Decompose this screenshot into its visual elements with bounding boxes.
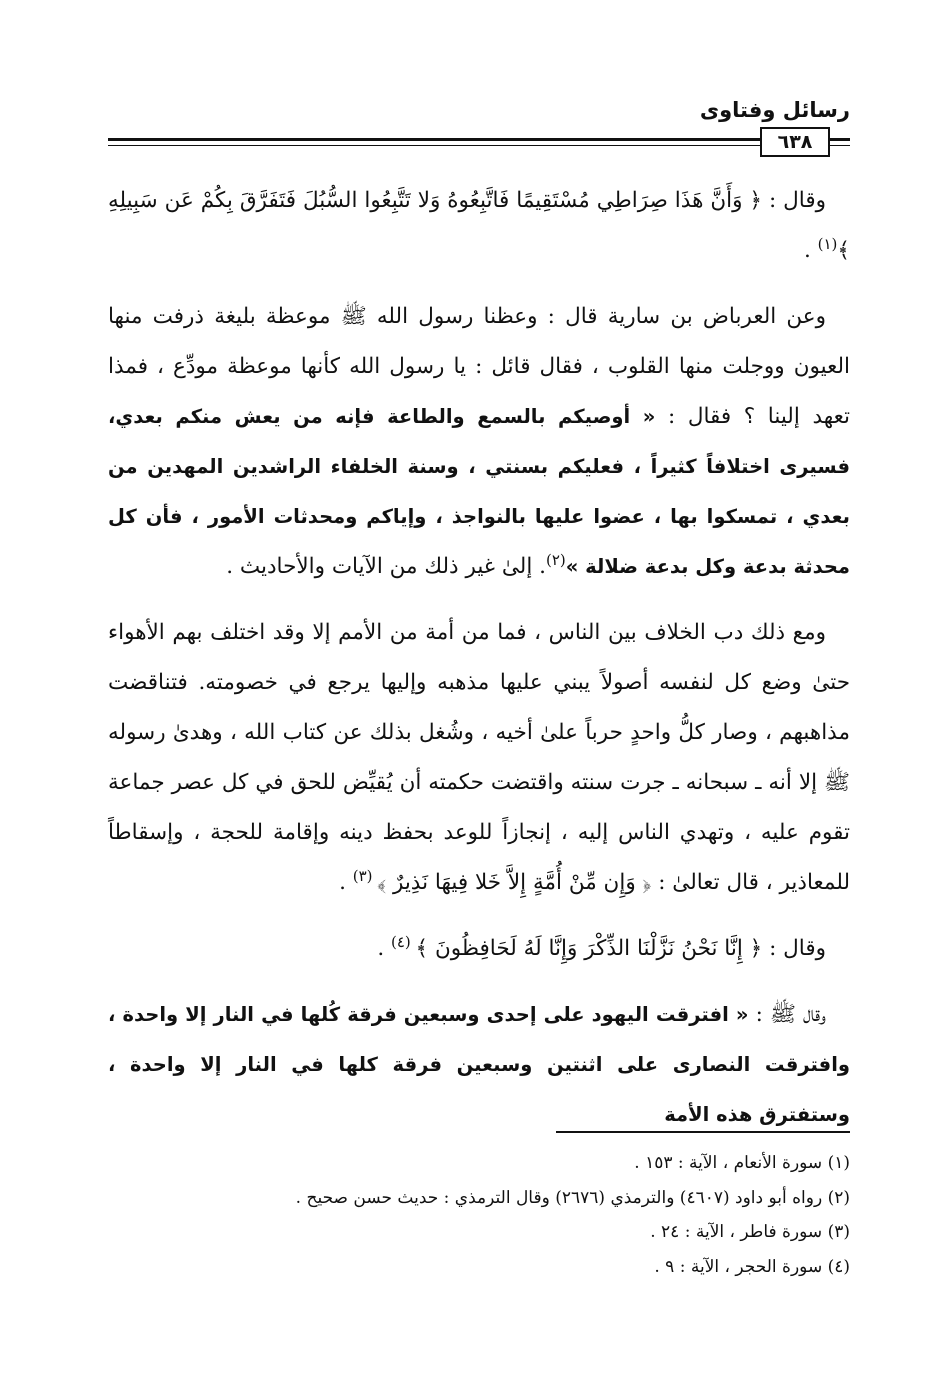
text-run: ومع ذلك دب الخلاف بين الناس ، فما من أمة من الأمم إلا وقد اختلف بهم الأهواء حتىٰ وضع كل لنفسه أصولاً يبني عليها مذهبه وإليها يرجع في خصومته. فتناقضت مذاهبهم ، وصار كلُّ واحدٍ حرباً علىٰ أخيه ، وشُغل بذلك عن كتاب الله ، وهدىٰ رسوله ﷺ إلا أنه ـ سبحانه ـ جرت سنته واقتضت حكمته أن يُقيِّض للحق في كل عصر جماعة تقوم عليه ، وتهدي الناس إليه ، إنجازاً للوعد بحفظ دينه وإقامة للحجة ، وإسقاطاً للمعاذير ، قال تعالىٰ : xyxy=(108,620,850,895)
paragraph xyxy=(108,924,850,974)
text-run: . xyxy=(377,936,391,961)
text-run: وقال ﷺ : xyxy=(748,1002,826,1027)
hadith-quote: « افترقت اليهود على إحدى وسبعين فرقة كُلها في النار إلا واحدة ، وافترقت النصارى على اثنتين وسبعين فرقة كلها في النار إلا واحدة ، وستفترق هذه الأمة xyxy=(108,1003,850,1126)
footnote: (٤) سورة الحجر ، الآية : ٩ . xyxy=(654,1256,850,1277)
footnote-reference: (١) xyxy=(817,234,838,253)
footnote-reference: (٣) xyxy=(352,866,378,885)
paragraph xyxy=(108,608,850,908)
paragraph xyxy=(108,292,850,592)
paragraph xyxy=(108,176,850,276)
text-run: . xyxy=(803,238,818,263)
quran-verse: ﴿ إِنَّا نَحْنُ نَزَّلْنَا الذِّكْرَ وَإِنَّا لَهُ لَحَافِظُونَ ﴾ xyxy=(415,936,763,961)
text-run: وقال : xyxy=(762,936,826,961)
footnote: (٣) سورة فاطر ، الآية : ٢٤ . xyxy=(650,1222,850,1242)
footnote-separator xyxy=(556,1131,850,1133)
main-text xyxy=(108,176,850,1156)
hadith-quote: « أوصيكم بالسمع والطاعة فإنه من يعش منكم بعدي، فسيرى اختلافاً كثيراً ، فعليكم بسنتي ، وسنة الخلفاء الراشدين المهدين من بعدي ، تمسكوا بها ، عضوا عليها بالنواجذ ، وإياكم ومحدثات الأمور ، فأن كل محدثة بدعة وكل بدعة ضلالة » xyxy=(108,405,850,578)
running-header xyxy=(108,92,850,162)
page-number: ٦٣٨ xyxy=(760,127,830,157)
footnote: (١) سورة الأنعام ، الآية : ١٥٣ . xyxy=(634,1153,850,1173)
text-run: وعن العرباض بن سارية قال : وعظنا رسول الله ﷺ موعظة بليغة ذرفت منها العيون ووجلت منها القلوب ، فقال قائل : يا رسول الله كأنها موعظة مودِّع ، فمذا تعهد إلينا ؟ فقال : xyxy=(108,304,850,429)
text-run: وقال : xyxy=(762,188,826,213)
text-run: . إلىٰ غير ذلك من الآيات والأحاديث . xyxy=(226,554,546,579)
header-rule xyxy=(108,138,850,141)
book-title: رسائل وفتاوى xyxy=(699,98,850,122)
quran-verse: ﴿ وَإِن مِّنْ أُمَّةٍ إِلاَّ خَلا فِيهَا نَذِيرٌ ﴾ xyxy=(377,870,652,895)
footnotes xyxy=(108,1146,850,1284)
footnote: (٢) رواه أبو داود (٤٦٠٧) والترمذي (٢٦٧٦) وقال الترمذي : حديث حسن صحيح . xyxy=(295,1187,850,1208)
text-run: . xyxy=(339,870,353,895)
footnote-reference: (٢) xyxy=(546,550,566,569)
header-rule-thin xyxy=(108,145,850,146)
footnote-reference: (٤) xyxy=(390,932,416,951)
quran-verse: ﴿ وَأَنَّ هَذَا صِرَاطِي مُسْتَقِيمًا فَاتَّبِعُوهُ وَلا تَتَّبِعُوا السُّبُلَ فَتَفَرَّقَ بِكُمْ عَن سَبِيلِهِ ﴾ xyxy=(108,188,850,263)
paragraph xyxy=(108,990,850,1140)
